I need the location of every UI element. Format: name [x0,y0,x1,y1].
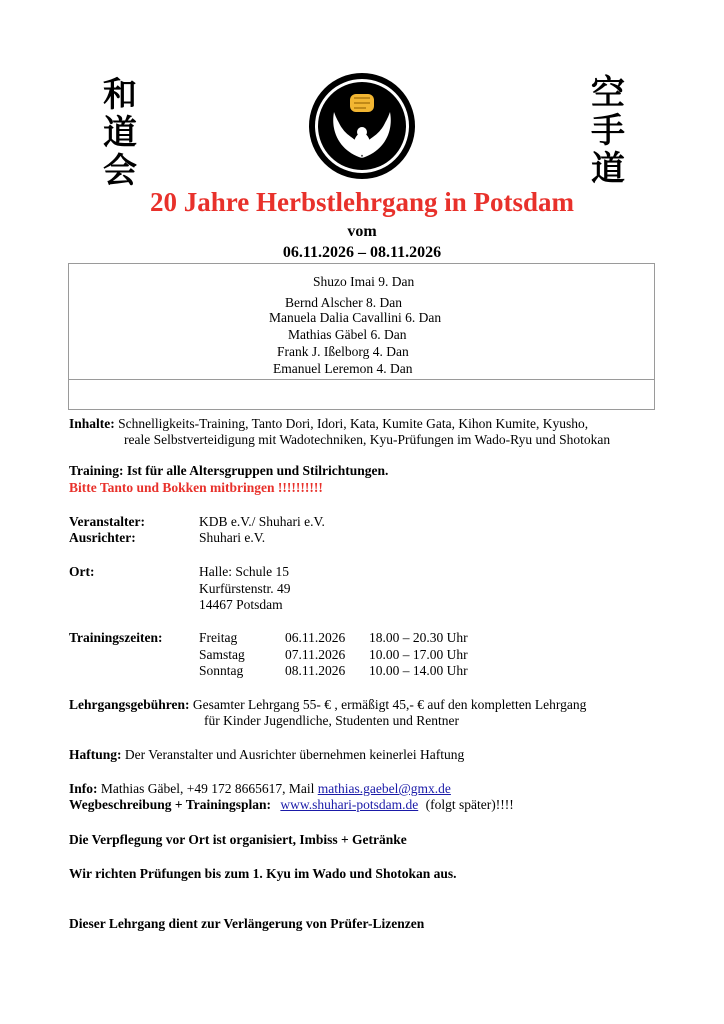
lizenzen-text: Dieser Lehrgang dient zur Verlängerung von Prüfer-Lizenzen [69,916,425,931]
kanji-kara: 空 [591,73,625,113]
schedule-day: Samstag [199,647,245,662]
schedule-day: Freitag [199,630,238,645]
gebuehren-text-2: für Kinder Jugendliche, Studenten und Rentner [204,713,459,728]
training-line: Training: Ist für alle Altersgruppen und Stilrichtungen. [69,463,389,478]
schedule-date: 06.11.2026 [285,630,346,645]
schedule-time: 18.00 – 20.30 Uhr [369,630,468,645]
kanji-te: 手 [591,111,625,151]
wadokai-calligraphy [96,76,144,190]
trainer-item: Mathias Gäbel 6. Dan [288,327,407,342]
inhalte-label: Inhalte: [69,416,115,431]
ausrichter-value: Shuhari e.V. [199,530,266,545]
wegbeschreibung-line [69,797,514,813]
inhalte-text-2: reale Selbstverteidigung mit Wadotechniken, Kyu-Prüfungen im Wado-Ryu und Shotokan [124,432,611,447]
trainer-item: Bernd Alscher 8. Dan [285,295,402,310]
trainer-item: Frank J. Ißelborg 4. Dan [277,344,409,359]
page-title: 20 Jahre Herbstlehrgang in Potsdam [150,187,574,217]
karatedo-calligraphy [584,74,632,188]
date-prefix: vom [347,223,377,240]
haftung-line [69,747,464,763]
schedule-date: 07.11.2026 [285,647,346,662]
ort-line: 14467 Potsdam [199,597,283,612]
verpflegung-text: Die Verpflegung vor Ort ist organisiert, Imbiss + Getränke [69,832,407,847]
date-range: 06.11.2026 – 08.11.2026 [282,244,442,261]
dove-fist-emblem [308,72,416,180]
ort-line: Halle: Schule 15 [199,564,289,579]
kanji-wa: 和 [103,75,137,115]
trainer-item: Shuzo Imai 9. Dan [313,274,415,289]
veranstalter-label: Veranstalter: [69,514,145,529]
gebuehren-label: Lehrgangsgebühren: [69,697,190,712]
info-line [69,781,451,797]
gebuehren-text-1: Gesamter Lehrgang 55- € , ermäßigt 45,- € auf den kompletten Lehrgang [192,697,587,712]
training-note: Bitte Tanto und Bokken mitbringen !!!!!!!!!! [69,480,323,495]
trainer-box [68,263,655,410]
veranstalter-value: KDB e.V./ Shuhari e.V. [199,514,325,529]
wegbeschreibung-label: Wegbeschreibung + Trainingsplan: [69,797,271,812]
kanji-do: 道 [591,149,625,189]
trainer-item: Emanuel Leremon 4. Dan [273,361,413,376]
ort-line: Kurfürstenstr. 49 [199,581,291,596]
trainer-item: Manuela Dalia Cavallini 6. Dan [269,310,442,325]
schedule-time: 10.00 – 17.00 Uhr [369,647,468,662]
haftung-text: Der Veranstalter und Ausrichter übernehmen keinerlei Haftung [124,747,465,762]
kanji-kai: 会 [103,151,137,191]
website-link[interactable]: www.shuhari-potsdam.de [280,797,419,812]
kanji-do: 道 [103,113,137,153]
wegbeschreibung-suffix: (folgt später)!!!! [425,797,514,812]
pruefungen-text: Wir richten Prüfungen bis zum 1. Kyu im Wado und Shotokan aus. [69,866,457,881]
trainingszeiten-label: Trainingszeiten: [69,630,163,645]
box-divider [69,379,654,380]
schedule-date: 08.11.2026 [285,663,346,678]
gebuehren-line-1 [69,697,586,713]
schedule-day: Sonntag [199,663,244,678]
ort-label: Ort: [69,564,95,579]
inhalte-line-1 [69,416,588,432]
inhalte-text-1: Schnelligkeits-Training, Tanto Dori, Idori, Kata, Kumite Gata, Kihon Kumite, Kyusho, [118,416,589,431]
info-text: Mathias Gäbel, +49 172 8665617, Mail [100,781,315,796]
ausrichter-label: Ausrichter: [69,530,136,545]
info-label: Info: [69,781,98,796]
schedule-time: 10.00 – 14.00 Uhr [369,663,468,678]
email-link[interactable]: mathias.gaebel@gmx.de [317,781,451,796]
haftung-label: Haftung: [69,747,122,762]
